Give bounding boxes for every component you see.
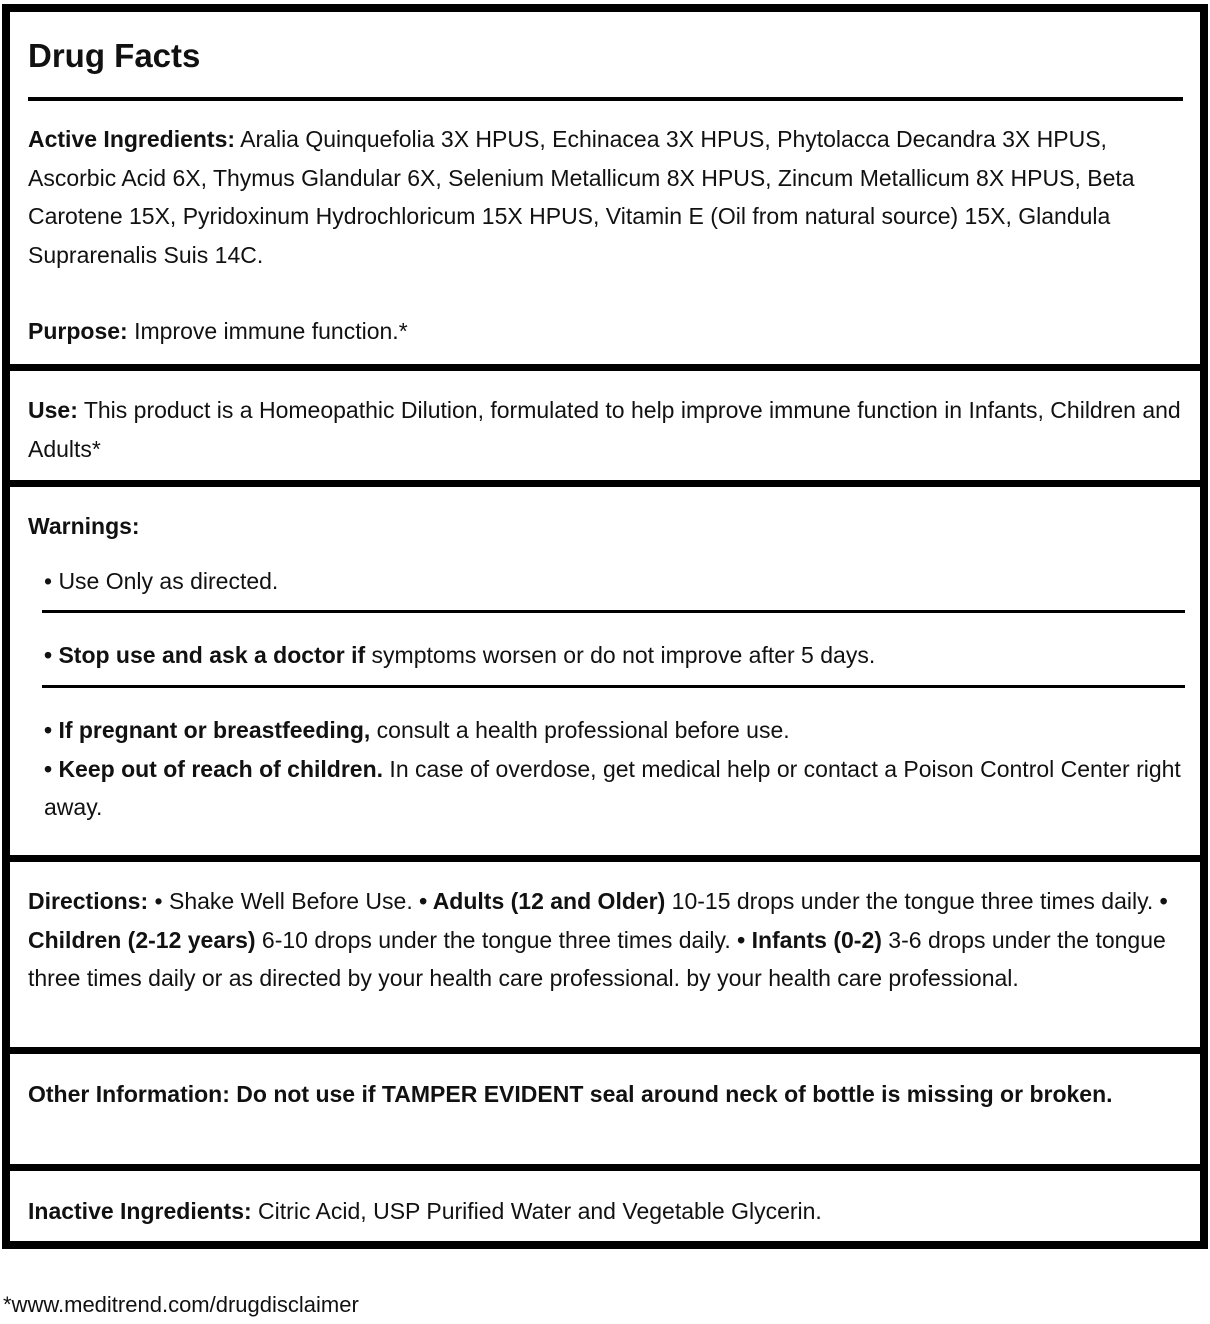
directions-children-text: 6-10 drops under the tongue three times daily.	[255, 926, 738, 953]
section-divider	[10, 480, 1200, 487]
inactive-ingredients-section	[28, 1192, 1188, 1231]
directions-shake-text: • Shake Well Before Use.	[148, 888, 420, 914]
active-ingredients-text: Aralia Quinquefolia 3X HPUS, Echinacea 3X HPUS, Phytolacca Decandra 3X HPUS, Ascorbic Acid 6X, Thymus Glandular 6X, Selenium Metallicum 8X HPUS, Zincum Metallicum 8X HPUS, Beta Carotene 15X, Pyridoxinum Hydrochloricum 15X HPUS, Vitamin E (Oil from natural source) 15X, Glandula Suprarenalis Suis 14C.	[28, 126, 1135, 268]
warnings-section	[28, 507, 1210, 546]
purpose-section	[28, 312, 1188, 351]
warning-stop-use-label: • Stop use and ask a doctor if	[44, 642, 366, 668]
directions-adults-text: 10-15 drops under the tongue three times daily.	[665, 888, 1160, 914]
use-section	[28, 391, 1188, 468]
warning-stop-use-text: symptoms worsen or do not improve after 5 days.	[365, 642, 876, 668]
warning-pregnant-label: • If pregnant or breastfeeding,	[44, 717, 371, 743]
inactive-ingredients-text: Citric Acid, USP Purified Water and Vegetable Glycerin.	[251, 1198, 822, 1224]
purpose-text: Improve immune function.*	[127, 318, 408, 344]
section-divider	[10, 364, 1200, 371]
section-divider	[10, 855, 1200, 862]
warning-divider	[42, 610, 1185, 613]
section-divider	[10, 1164, 1200, 1171]
directions-children-label: • Children (2-12 years)	[28, 888, 1168, 953]
directions-section	[28, 882, 1188, 998]
warning-divider	[42, 685, 1185, 688]
other-information-text: Other Information: Do not use if TAMPER EVIDENT seal around neck of bottle is missing or broken.	[28, 1081, 1113, 1107]
warning-item	[44, 711, 1194, 827]
warning-item	[44, 636, 1210, 675]
directions-label: Directions:	[28, 888, 149, 914]
section-divider	[10, 1047, 1200, 1054]
purpose-label: Purpose:	[28, 318, 128, 344]
active-ingredients-section	[28, 120, 1200, 274]
warning-pregnant-text: consult a health professional before use.	[370, 717, 790, 743]
use-text: This product is a Homeopathic Dilution, formulated to help improve immune function in Infants, Children and Adults*	[28, 397, 1181, 462]
title-divider	[28, 97, 1183, 101]
warning-children-label: • Keep out of reach of children.	[44, 755, 384, 782]
page-title: Drug Facts	[28, 37, 201, 74]
active-ingredients-label: Active Ingredients:	[28, 126, 236, 152]
directions-infants-label: • Infants (0-2)	[737, 926, 882, 953]
disclaimer-footnote: *www.meditrend.com/drugdisclaimer	[3, 1292, 359, 1317]
warning-item	[44, 562, 1210, 601]
warning-children-text: In case of overdose, get medical help or contact a Poison Control Center right away.	[44, 755, 1181, 820]
inactive-ingredients-label: Inactive Ingredients:	[28, 1198, 252, 1224]
warnings-label: Warnings:	[28, 513, 140, 539]
directions-infants-text: 3-6 drops under the tongue three times daily or as directed by your health care professional. by your health care professional.	[28, 926, 1166, 991]
warning-use-only: • Use Only as directed.	[44, 568, 279, 594]
other-information-section	[28, 1075, 1188, 1114]
use-label: Use:	[28, 397, 78, 423]
directions-adults-label: • Adults (12 and Older)	[419, 888, 666, 914]
drug-facts-panel	[2, 4, 1208, 1249]
